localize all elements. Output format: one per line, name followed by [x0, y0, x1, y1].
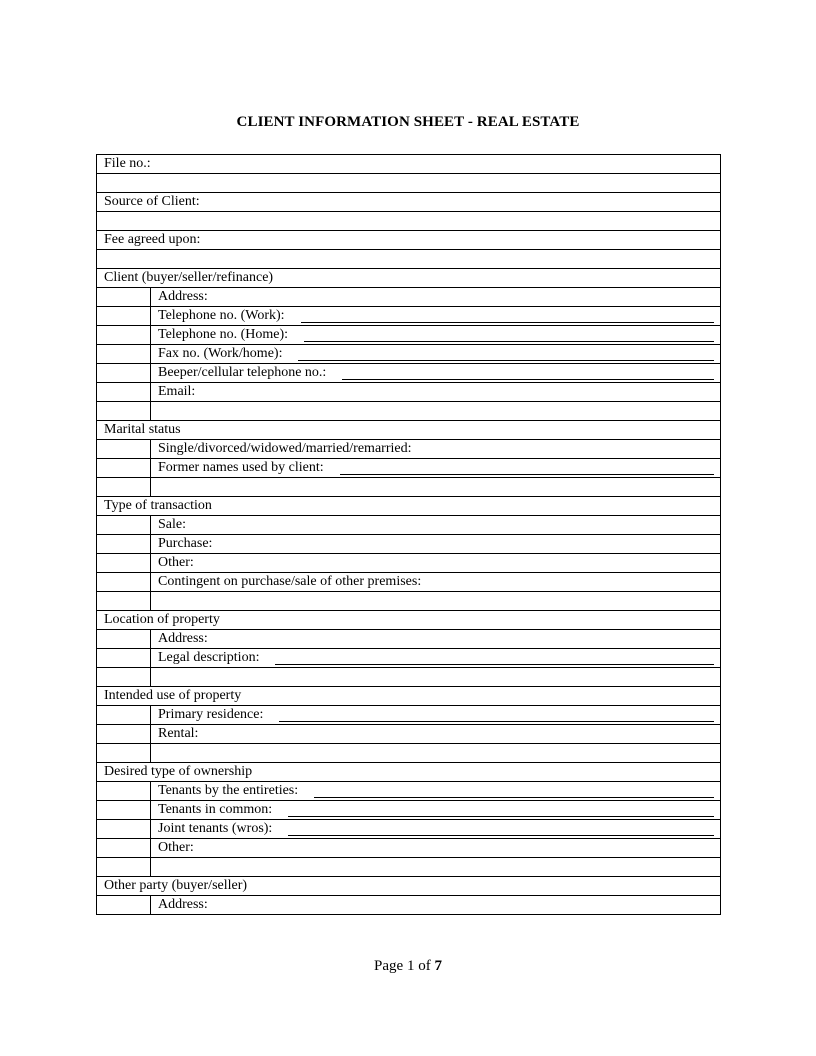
field-label: Beeper/cellular telephone no.:	[158, 365, 327, 380]
indent-cell	[97, 478, 151, 496]
form-field-row	[96, 706, 721, 725]
fill-in-line[interactable]	[275, 664, 714, 665]
indent-cell	[97, 402, 151, 420]
form-field-row	[96, 668, 721, 687]
form-field-row	[96, 858, 721, 877]
form-field-row	[96, 801, 721, 820]
page-total: 7	[434, 958, 442, 974]
form-field-row	[96, 820, 721, 839]
indent-cell	[97, 440, 151, 458]
indent-cell	[97, 896, 151, 914]
form-field-row	[96, 383, 721, 402]
indent-cell	[97, 668, 151, 686]
field-label: Source of Client:	[104, 194, 200, 209]
form-section-row	[96, 421, 721, 440]
form-field-row	[96, 725, 721, 744]
page-footer	[0, 958, 816, 975]
form-field-row	[96, 573, 721, 592]
form-section-row	[96, 212, 721, 231]
form-section-row	[96, 497, 721, 516]
field-label: Legal description:	[158, 650, 260, 665]
indent-cell	[97, 573, 151, 591]
field-label: Email:	[158, 384, 196, 399]
form-field-row	[96, 630, 721, 649]
field-label: Single/divorced/widowed/married/remarried:	[158, 441, 412, 456]
form-section-row	[96, 250, 721, 269]
fill-in-line[interactable]	[288, 816, 714, 817]
indent-cell	[97, 459, 151, 477]
field-label: Fax no. (Work/home):	[158, 346, 283, 361]
field-label: Location of property	[104, 612, 220, 627]
form-field-row	[96, 459, 721, 478]
field-label: Address:	[158, 631, 208, 646]
indent-cell	[97, 630, 151, 648]
field-label: Other:	[158, 555, 194, 570]
field-label: Former names used by client:	[158, 460, 324, 475]
indent-cell	[97, 725, 151, 743]
page-number-label: Page 1 of	[374, 958, 435, 974]
indent-cell	[97, 307, 151, 325]
form-section-row	[96, 687, 721, 706]
fill-in-line[interactable]	[340, 474, 714, 475]
indent-cell	[97, 364, 151, 382]
client-information-form	[96, 154, 721, 915]
field-label: Purchase:	[158, 536, 213, 551]
form-section-row	[96, 174, 721, 193]
field-label: Primary residence:	[158, 707, 264, 722]
field-label: Marital status	[104, 422, 181, 437]
form-field-row	[96, 649, 721, 668]
field-label: Address:	[158, 289, 208, 304]
form-field-row	[96, 744, 721, 763]
form-field-row	[96, 782, 721, 801]
field-label: Client (buyer/seller/refinance)	[104, 270, 274, 285]
indent-cell	[97, 288, 151, 306]
indent-cell	[97, 383, 151, 401]
form-field-row	[96, 402, 721, 421]
indent-cell	[97, 706, 151, 724]
fill-in-line[interactable]	[301, 322, 714, 323]
field-label: Sale:	[158, 517, 186, 532]
indent-cell	[97, 345, 151, 363]
form-field-row	[96, 535, 721, 554]
field-label: Telephone no. (Work):	[158, 308, 285, 323]
field-label: File no.:	[104, 156, 151, 171]
form-field-row	[96, 288, 721, 307]
form-field-row	[96, 839, 721, 858]
field-label: Address:	[158, 897, 208, 912]
indent-cell	[97, 858, 151, 876]
form-section-row	[96, 763, 721, 782]
form-field-row	[96, 440, 721, 459]
form-section-row	[96, 155, 721, 174]
form-section-row	[96, 231, 721, 250]
field-label: Desired type of ownership	[104, 764, 253, 779]
form-section-row	[96, 269, 721, 288]
fill-in-line[interactable]	[304, 341, 714, 342]
indent-cell	[97, 326, 151, 344]
field-label: Fee agreed upon:	[104, 232, 201, 247]
field-label: Other:	[158, 840, 194, 855]
indent-cell	[97, 744, 151, 762]
indent-cell	[97, 839, 151, 857]
indent-cell	[97, 782, 151, 800]
fill-in-line[interactable]	[298, 360, 714, 361]
fill-in-line[interactable]	[342, 379, 714, 380]
form-section-row	[96, 877, 721, 896]
form-field-row	[96, 364, 721, 383]
form-field-row	[96, 896, 721, 915]
field-label: Other party (buyer/seller)	[104, 878, 248, 893]
form-section-row	[96, 193, 721, 212]
indent-cell	[97, 516, 151, 534]
indent-cell	[97, 801, 151, 819]
page-title: CLIENT INFORMATION SHEET - REAL ESTATE	[236, 114, 580, 130]
indent-cell	[97, 649, 151, 667]
form-field-row	[96, 516, 721, 535]
form-field-row	[96, 478, 721, 497]
indent-cell	[97, 535, 151, 553]
field-label: Type of transaction	[104, 498, 212, 513]
indent-cell	[97, 592, 151, 610]
form-section-row	[96, 611, 721, 630]
field-label: Rental:	[158, 726, 199, 741]
fill-in-line[interactable]	[279, 721, 714, 722]
form-field-row	[96, 345, 721, 364]
field-label: Tenants in common:	[158, 802, 273, 817]
fill-in-line[interactable]	[314, 797, 714, 798]
form-field-row	[96, 592, 721, 611]
indent-cell	[97, 820, 151, 838]
form-field-row	[96, 554, 721, 573]
form-field-row	[96, 326, 721, 345]
form-field-row	[96, 307, 721, 326]
indent-cell	[97, 554, 151, 572]
field-label: Telephone no. (Home):	[158, 327, 289, 342]
field-label: Joint tenants (wros):	[158, 821, 273, 836]
field-label: Intended use of property	[104, 688, 242, 703]
field-label: Tenants by the entireties:	[158, 783, 299, 798]
fill-in-line[interactable]	[288, 835, 714, 836]
field-label: Contingent on purchase/sale of other premises:	[158, 574, 422, 589]
